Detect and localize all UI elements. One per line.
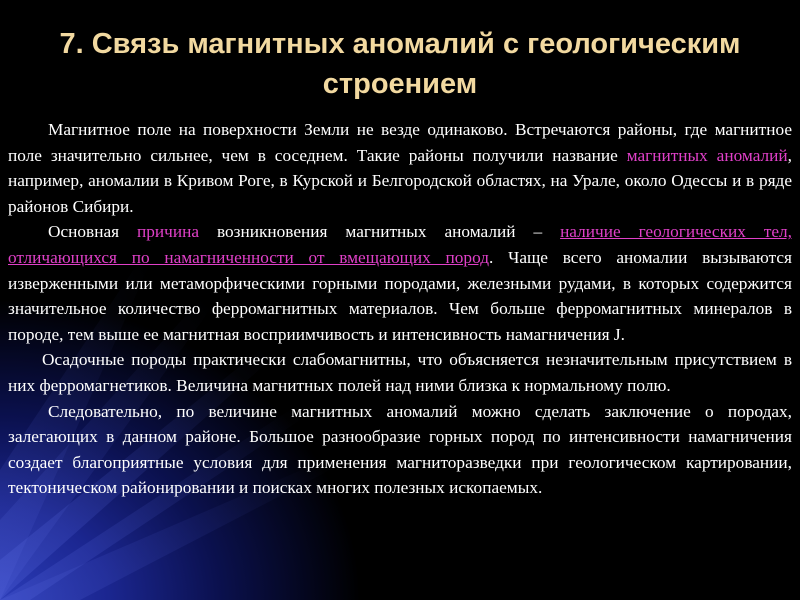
paragraph-2 <box>8 219 792 347</box>
paragraph-2-text-a: Основная <box>48 222 138 242</box>
highlight-magnetic-anomalies: магнитных аномалий <box>626 145 788 165</box>
paragraph-3-text: Осадочные породы практически слабомагнитны, что объясняется незначительным присутствием в них ферромагнетиков. Величина магнитных полей над ними близка к нормальному полю. <box>8 350 792 395</box>
paragraph-3 <box>8 347 792 398</box>
paragraph-1 <box>8 117 792 219</box>
slide-body <box>8 117 792 501</box>
slide-title: 7. Связь магнитных аномалий с геологическим строением <box>59 28 741 100</box>
paragraph-4-text: Следовательно, по величине магнитных аномалий можно сделать заключение о породах, залегающих в данном районе. Большое разнообразие горных пород по интенсивности намагничения создает благоприятные условия для применения магниторазведки при геологическом картировании, тектоническом районировании и поисках многих полезных ископаемых. <box>8 401 792 498</box>
paragraph-1-text-b: , например, аномалии в Кривом Роге, в Курской и Белгородской областях, на Урале, около Одессы и в ряде районов Сибири. <box>8 145 792 216</box>
paragraph-1-text-a: Магнитное поле на поверхности Земли не везде одинаково. Встречаются районы, где магнитное поле значительно сильнее, чем в соседнем. Такие районы получили название <box>8 120 792 165</box>
paragraph-2-text-c: . Чаще всего аномалии вызываются изверженными или метаморфическими горными породами, железными рудами, в которых содержится значительное количество ферромагнитных материалов. Чем больше ферромагнитных минералов в породе, тем выше ее магнитная восприимчивость и интенсивность намагничения J. <box>8 247 792 344</box>
highlight-cause: причина <box>137 222 200 242</box>
paragraph-2-text-b: возникновения магнитных аномалий – <box>199 222 561 242</box>
paragraph-4 <box>8 399 792 501</box>
highlight-geological-bodies: наличие геологических тел, отличающихся по намагниченности от вмещающих пород <box>8 222 792 267</box>
